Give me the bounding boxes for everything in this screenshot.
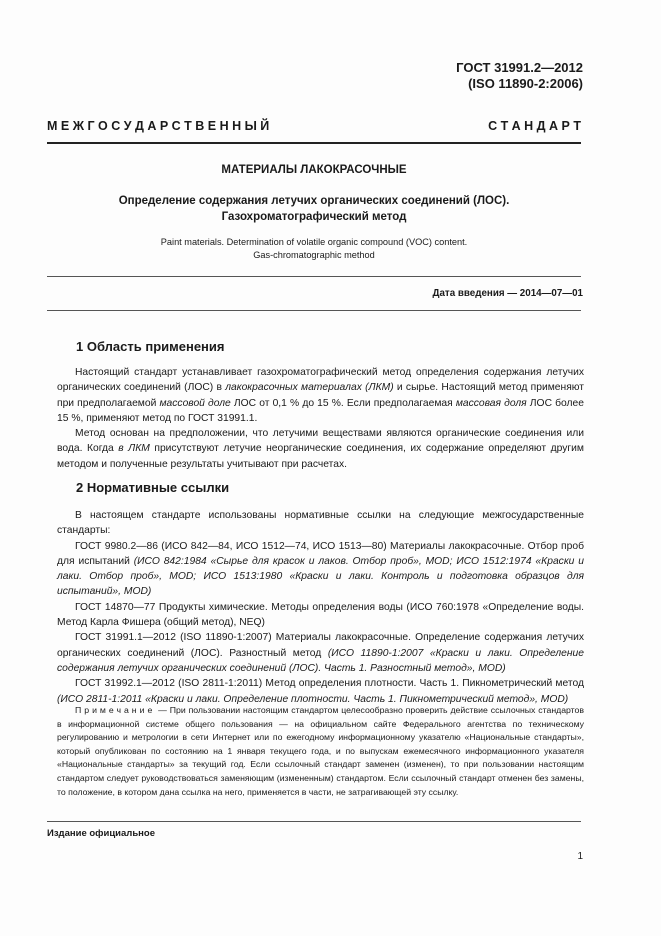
page-number: 1 — [577, 851, 583, 862]
banner-word-standard: С Т А Н Д А Р Т — [488, 119, 581, 133]
interstate-standard-banner — [47, 119, 581, 133]
text-run: ЛОС более 15 %, применяют метод по ГОСТ 31991.1. — [57, 397, 584, 424]
text-run: и сырье. Настоящий метод применяют при предполагаемой — [57, 382, 584, 409]
official-edition-label: Издание официальное — [47, 828, 155, 839]
reference-gost-9980-2 — [57, 539, 584, 600]
subtitle-line-2: Газохроматографический метод — [221, 211, 407, 223]
english-title-line-1: Paint materials. Determination of volatile organic compound (VOC) content. — [160, 237, 468, 247]
section-1-paragraph-2 — [57, 426, 584, 472]
text-run-italic: лакокрасочных материалах (ЛКМ) — [225, 382, 394, 394]
text-run: присутствуют летучие неорганические соединения, их содержание определяют другим методом и полученные результаты учитывают при расчетах. — [57, 443, 584, 470]
text-run: Метод основан на предположении, что летучими веществами являются органические соединения или вода. Когда — [57, 428, 584, 455]
document-subtitle — [47, 193, 581, 225]
english-title — [47, 236, 581, 262]
reference-gost-31991-1 — [57, 630, 584, 676]
reference-gost-14870: ГОСТ 14870—77 Продукты химические. Методы определения воды (ИСО 760:1978 «Определение воды. Метод Карла Фишера (общий метод), NEQ) — [57, 601, 584, 629]
text-run: Настоящий стандарт устанавливает газохроматографический метод определения содержания летучих органических соединений (ЛОС) в — [57, 367, 584, 394]
text-run-italic: (ИСО 842:1984 «Сырье для красок и лаков. Отбор проб», MOD; ИСО 1512:1974 «Краски и лаки. Отбор проб», MOD; ИСО 1513:1980 «Краски и лаки. Контроль и подготовка образцов для испытаний», MOD) — [57, 555, 584, 598]
standard-number: ГОСТ 31991.2—2012 — [456, 60, 583, 75]
text-run-italic: (ИСО 2811-1:2011 «Краски и лаки. Определение плотности. Часть 1. Пикнометрический метод», MOD) — [57, 693, 569, 705]
text-run-italic: массовая доля — [455, 397, 527, 409]
text-run-italic: (ИСО 11890-1:2007 «Краски и лаки. Определение содержания летучих органических соединений (ЛОС). Часть 1. Разностный метод», MOD) — [57, 647, 584, 674]
section-2-heading: 2 Нормативные ссылки — [76, 480, 230, 495]
footer-divider — [47, 821, 581, 822]
text-run: ГОСТ 9980.2—86 (ИСО 842—84, ИСО 1512—74, ИСО 1513—80) Материалы лакокрасочные. Отбор проб для испытаний — [57, 540, 584, 567]
text-run: ЛОС от 0,1 % до 15 %. Если предполагаемая — [230, 397, 456, 409]
reference-gost-31992-1 — [57, 676, 584, 707]
document-title: МАТЕРИАЛЫ ЛАКОКРАСОЧНЫЕ — [221, 164, 407, 176]
english-title-line-2: Gas-chromatographic method — [253, 250, 375, 260]
section-1-heading: 1 Область применения — [76, 339, 225, 354]
date-divider-bottom — [47, 310, 581, 311]
text-run: ГОСТ 31991.1—2012 (ISO 11890-1:2007) Материалы лакокрасочные. Определение содержания летучих органических соединений (ЛОС). Разностный метод — [57, 632, 584, 659]
banner-word-interstate: М Е Ж Г О С У Д А Р С Т В Е Н Н Ы Й — [47, 119, 270, 133]
section-1-body — [57, 365, 584, 472]
subtitle-line-1: Определение содержания летучих органических соединений (ЛОС). — [118, 195, 510, 207]
section-1-paragraph-1 — [57, 365, 584, 426]
text-run: ГОСТ 31992.1—2012 (ISO 2811-1:2011) Метод определения плотности. Часть 1. Пикнометрический метод — [75, 678, 584, 690]
header-divider — [47, 142, 581, 144]
introduction-date: Дата введения — 2014—07—01 — [432, 288, 583, 299]
note-paragraph — [57, 704, 584, 799]
note-label: Примечание — [75, 705, 156, 715]
standard-designation — [456, 60, 583, 92]
date-divider-top — [47, 276, 581, 277]
note-text: — При пользовании настоящим стандартом целесообразно проверить действие ссылочных стандартов в информационной системе общего пользования — на официальном сайте Федерального агентства по техническому регулированию и метрологии в сети Интернет или по ежегодному информационному указателю «Национальные стандарты», который опубликован по состоянию на 1 января текущего года, и по выпускам ежемесячного информационного указателя «Национальные стандарты» за текущий год. Если ссылочный стандарт заменен (изменен), то при пользовании настоящим стандартом следует руководствоваться заменяющим (измененным) стандартом. Если ссылочный стандарт отменен без замены, то положение, в котором дана ссылка на него, применяется в части, не затрагивающей эту ссылку. — [57, 705, 584, 797]
text-run-italic: массовой доле — [159, 397, 231, 409]
iso-number: (ISO 11890-2:2006) — [468, 76, 583, 91]
text-run-italic: в ЛКМ — [118, 443, 150, 455]
section-2-intro: В настоящем стандарте использованы нормативные ссылки на следующие межгосударственные стандарты: — [57, 510, 584, 537]
section-2-body — [57, 508, 584, 707]
